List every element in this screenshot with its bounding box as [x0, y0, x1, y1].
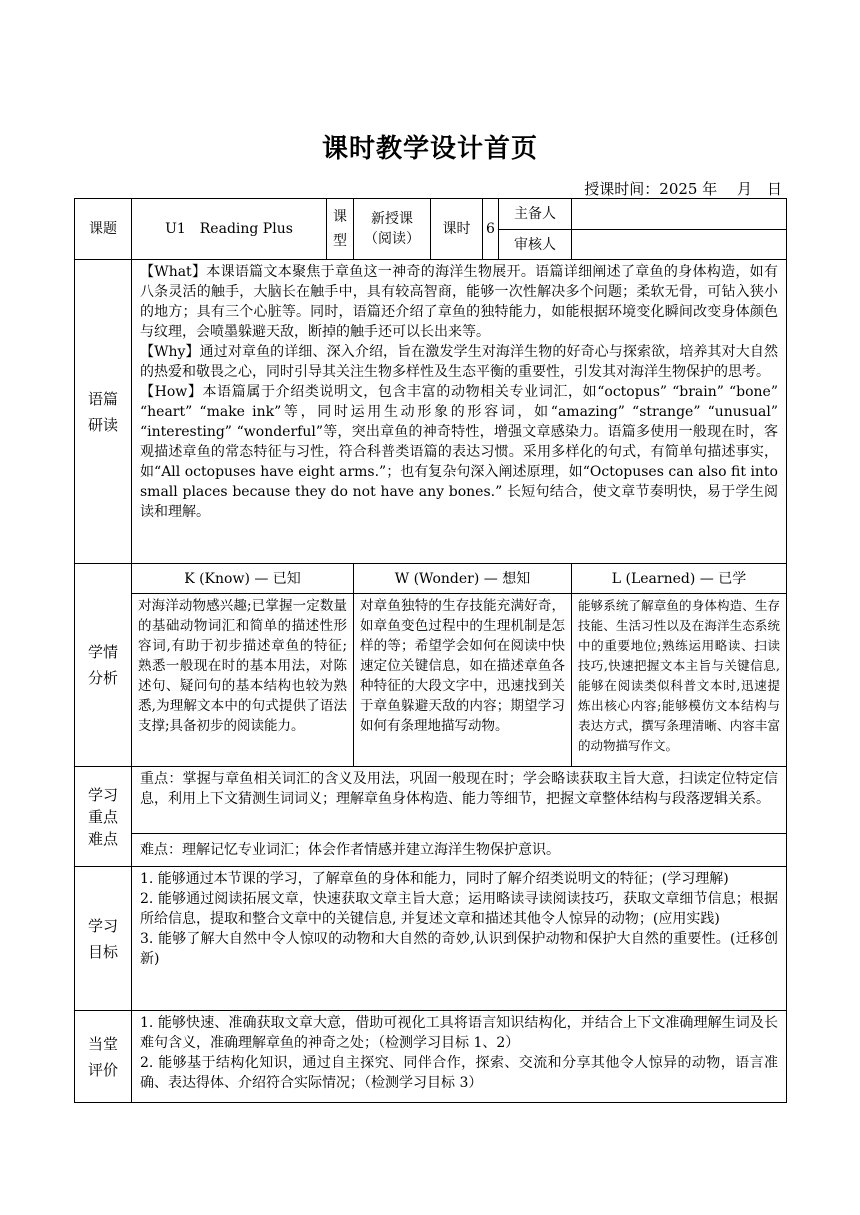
key-points-label-line-1: 学习 [87, 785, 118, 804]
assessment-label-line-2: 评价 [87, 1060, 118, 1079]
lesson-type-line-2: （阅读） [364, 231, 420, 247]
objective-item-3: 3. 能够了解大自然中令人惊叹的动物和大自然的奇妙,认识到保护动物和保护大自然的重要性。(迁移创新) [140, 931, 778, 967]
text-study-content [132, 260, 787, 564]
lesson-type-label: 课型 [327, 199, 354, 260]
lesson-type-line-1: 新授课 [371, 211, 413, 227]
objectives-label-line-1: 学习 [87, 916, 118, 935]
objectives-label-line-2: 目标 [87, 942, 118, 961]
key-points-difficulty: 难点：理解记忆专业词汇；体会作者情感并建立海洋生物保护意识。 [132, 834, 787, 867]
preparer-label: 主备人 [499, 199, 572, 230]
topic-value: U1 Reading Plus [132, 199, 327, 260]
why-paragraph: 【Why】通过对章鱼的详细、深入介绍，旨在激发学生对海洋生物的好奇心与探索欲，培养其对大自然的热爱和敬畏之心，同时引导其关注生物多样性及生态平衡的重要性，引发其对海洋生物保护的思考。 [140, 344, 778, 380]
period-value: 6 [483, 199, 499, 260]
kwl-wonder-text: 对章鱼独特的生存技能充满好奇，如章鱼变色过程中的生理机制是怎样的等；希望学会如何在阅读中快速定位关键信息，如在描述章鱼各种特征的大段文字中，迅速找到关于章鱼躲避天敌的内容；期望学习如何有条理地描写动物。 [354, 594, 572, 767]
objective-item-1: 1. 能够通过本节课的学习，了解章鱼的身体和能力，同时了解介绍类说明文的特征；(学习理解) [140, 871, 729, 887]
assessment-item-2: 2. 能够基于结构化知识，通过自主探究、同伴合作，探索、交流和分享其他令人惊异的动物，语言准确、表达得体、介绍符合实际情况；（检测学习目标 3） [140, 1055, 778, 1091]
kwl-know-text: 对海洋动物感兴趣;已掌握一定数量的基础动物词汇和简单的描述性形容词,有助于初步描述章鱼的特征;熟悉一般现在时的基本用法，对陈述句、疑问句的基本结构也较为熟悉,为理解文本中的句式提供了语法支撑;具备初步的阅读能力。 [132, 594, 354, 767]
key-points-label-line-2: 重点 [87, 807, 118, 826]
objective-item-2: 2. 能够通过阅读拓展文章，快速获取文章主旨大意；运用略读寻读阅读技巧，获取文章细节信息；根据所给信息，提取和整合文章中的关键信息, 并复述文章和描述其他令人惊异的动物；(应用实践) [140, 891, 778, 927]
what-paragraph: 【What】本课语篇文本聚焦于章鱼这一神奇的海洋生物展开。语篇详细阐述了章鱼的身体构造，如有八条灵活的触手，大脑长在触手中，具有较高智商，能够一次性解决多个问题；柔软无骨，可钻入狭小的地方；具有三个心脏等。同时，语篇还介绍了章鱼的独特能力，如能根据环境变化瞬间改变身体颜色与纹理，会喷墨躲避天敌，断掉的触手还可以长出来等。 [140, 264, 778, 340]
how-paragraph: 【How】本语篇属于介绍类说明文，包含丰富的动物相关专业词汇，如“octopus” “brain” “bone” “heart” “make ink”等，同时运用生动形象的形容词，如“amazing” “strange” “unusual” “interesting” “wonderful”等，突出章鱼的神奇特性，增强文章感染力。语篇多使用一般现在时，客观描述章鱼的常态特征与习性，符合科普类语篇的表达习惯。采用多样化的句式，有简单句描述事实，如“All octopuses have eight arms.”；也有复杂句深入阐述原理，如“Octopuses can also fit into small places because they do not have any bones.” 长短句结合，使文章节奏明快，易于学生阅读和理解。 [140, 384, 778, 520]
objectives-content [132, 867, 787, 1011]
key-points-focus: 重点：掌握与章鱼相关词汇的含义及用法，巩固一般现在时；学会略读获取主旨大意，扫读定位特定信息，利用上下文猜测生词词义；理解章鱼身体构造、能力等细节，把握文章整体结构与段落逻辑关系。 [132, 767, 787, 834]
key-points-label-line-3: 难点 [87, 829, 118, 848]
key-points-label [75, 767, 132, 867]
preparer-value[interactable] [572, 199, 787, 230]
assessment-label-line-1: 当堂 [87, 1034, 118, 1053]
objectives-label [75, 867, 132, 1011]
learner-analysis-label-line-1: 学情 [87, 643, 118, 661]
assessment-content [132, 1011, 787, 1103]
topic-label: 课题 [75, 199, 132, 260]
kwl-learned-header: L (Learned) — 已学 [572, 564, 787, 594]
reviewer-label: 审核人 [499, 230, 572, 260]
learner-analysis-label [75, 564, 132, 767]
kwl-learned-text: 能够系统了解章鱼的身体构造、生存技能、生活习性以及在海洋生态系统中的重要地位;熟练运用略读、扫读技巧,快速把握文本主旨与关键信息,能够在阅读类似科普文本时,迅速提炼出核心内容;能够模仿文本结构与表达方式，撰写条理清晰、内容丰富的动物描写作文。 [572, 594, 787, 767]
text-study-label-line-1: 语篇 [87, 389, 118, 408]
lesson-design-table [74, 198, 787, 1103]
text-study-label [75, 260, 132, 564]
page-title: 课时教学设计首页 [321, 134, 538, 164]
text-study-label-line-2: 研读 [87, 415, 118, 434]
reviewer-value[interactable] [572, 230, 787, 260]
assessment-item-1: 1. 能够快速、准确获取文章大意，借助可视化工具将语言知识结构化，并结合上下文准确理解生词及长难句含义，准确理解章鱼的神奇之处；（检测学习目标 1、2） [140, 1015, 778, 1051]
kwl-wonder-header: W (Wonder) — 想知 [354, 564, 572, 594]
lesson-type-value [354, 199, 431, 260]
assessment-label [75, 1011, 132, 1103]
learner-analysis-label-line-2: 分析 [87, 669, 118, 687]
period-label: 课时 [431, 199, 483, 260]
lesson-date: 授课时间：2025 年 月 日 [584, 180, 782, 198]
kwl-know-header: K (Know) — 已知 [132, 564, 354, 594]
